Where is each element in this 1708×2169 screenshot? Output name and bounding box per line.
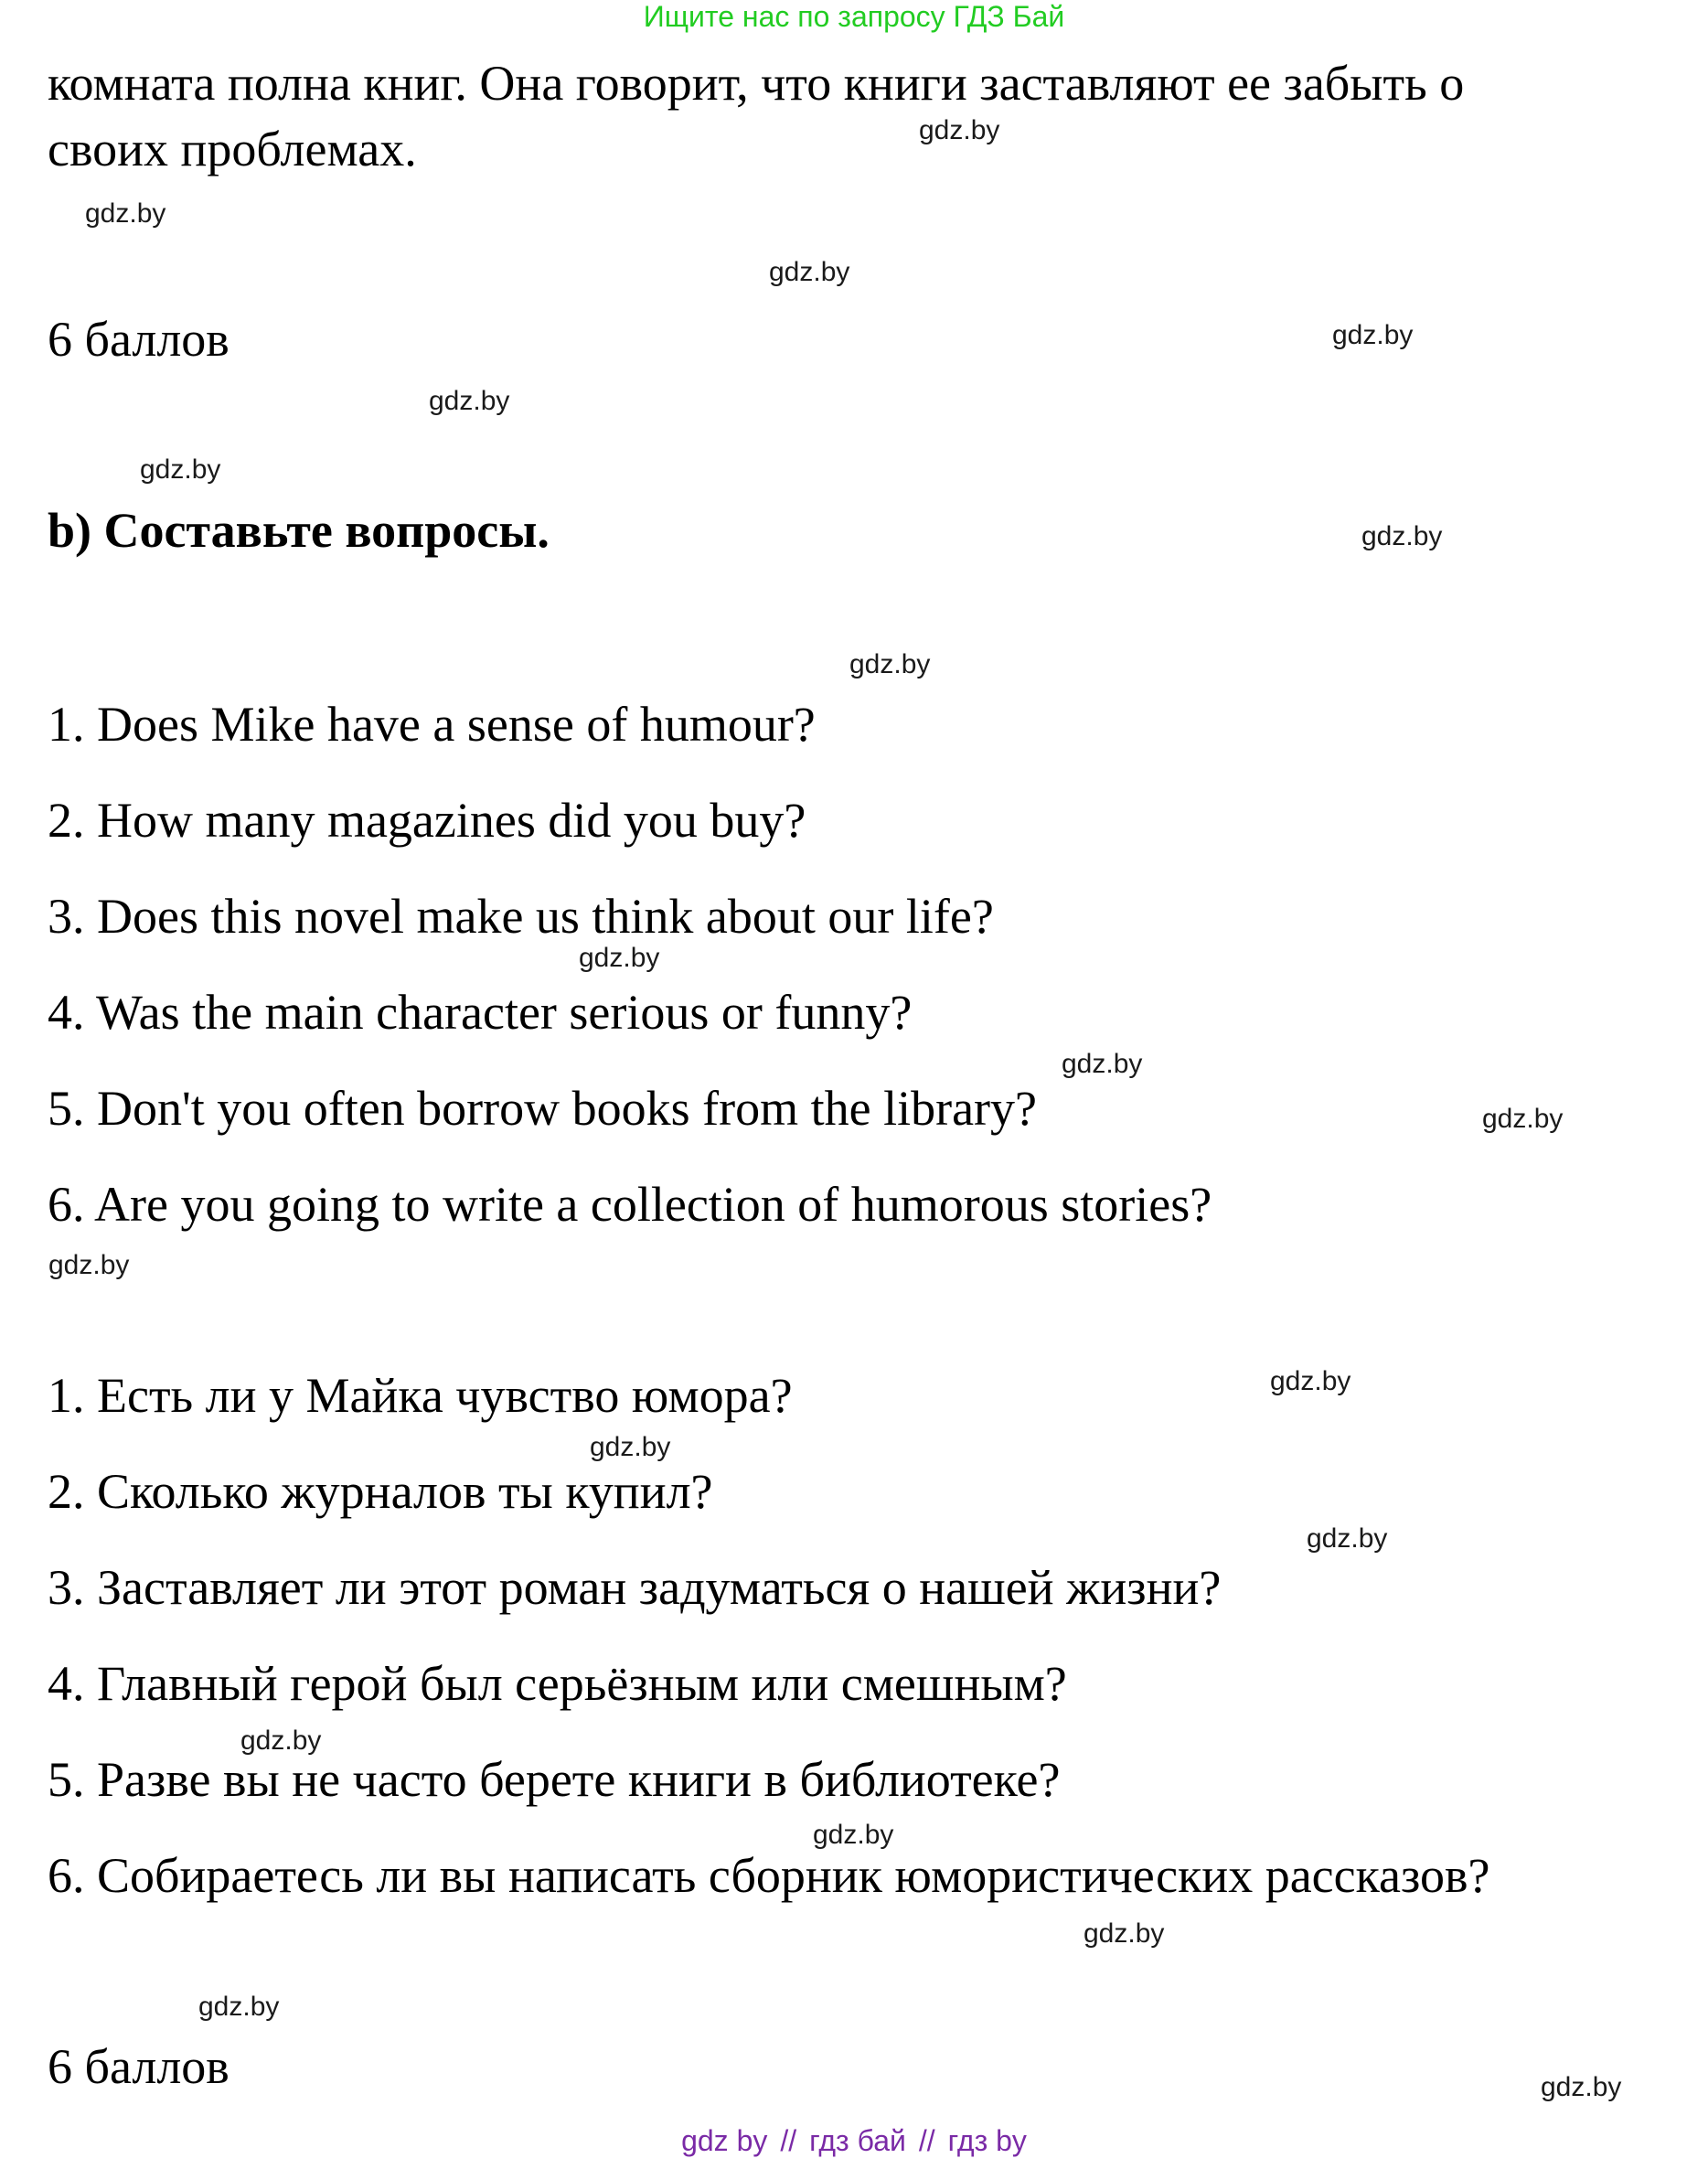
watermark: gdz.by bbox=[1084, 1918, 1165, 1949]
score-top: 6 баллов bbox=[48, 312, 230, 367]
watermark: gdz.by bbox=[769, 257, 850, 287]
watermark: gdz.by bbox=[1307, 1523, 1388, 1554]
intro-line-1: комната полна книг. Она говорит, что книги заставляют ее забыть о bbox=[48, 56, 1465, 111]
question-en: 5. Don't you often borrow books from the library? bbox=[48, 1081, 1038, 1136]
question-ru: 1. Есть ли у Майка чувство юмора? bbox=[48, 1368, 793, 1423]
question-en: 6. Are you going to write a collection of humorous stories? bbox=[48, 1177, 1212, 1232]
question-en: 4. Was the main character serious or funny? bbox=[48, 985, 913, 1040]
watermark: gdz.by bbox=[240, 1726, 322, 1756]
watermark: gdz.by bbox=[140, 454, 221, 485]
watermark: gdz.by bbox=[1062, 1049, 1143, 1079]
question-ru: 3. Заставляет ли этот роман задуматься о нашей жизни? bbox=[48, 1560, 1222, 1615]
footer-separator: // bbox=[780, 2124, 797, 2157]
question-ru: 2. Сколько журналов ты купил? bbox=[48, 1464, 713, 1519]
watermark: gdz.by bbox=[1270, 1366, 1351, 1396]
watermark: gdz.by bbox=[85, 198, 166, 229]
watermark: gdz.by bbox=[1482, 1104, 1564, 1134]
section-b-title: b) Составьте вопросы. bbox=[48, 503, 550, 558]
question-ru: 5. Разве вы не часто берете книги в библиотеке? bbox=[48, 1752, 1061, 1807]
question-ru: 4. Главный герой был серьёзным или смешным? bbox=[48, 1656, 1067, 1711]
watermark: gdz.by bbox=[48, 1250, 130, 1280]
footer-links bbox=[0, 2123, 1708, 2158]
watermark: gdz.by bbox=[590, 1432, 671, 1462]
intro-line-2: своих проблемах. bbox=[48, 122, 417, 176]
watermark: gdz.by bbox=[429, 386, 510, 416]
watermark: gdz.by bbox=[1332, 320, 1414, 350]
question-en: 2. How many magazines did you buy? bbox=[48, 793, 806, 848]
question-en: 3. Does this novel make us think about our life? bbox=[48, 889, 994, 944]
watermark: gdz.by bbox=[579, 943, 660, 973]
question-ru: 6. Собираетесь ли вы написать сборник юмористических рассказов? bbox=[48, 1848, 1490, 1903]
footer-link-gdz-bai[interactable]: гдз бай bbox=[809, 2124, 906, 2157]
watermark: gdz.by bbox=[1361, 521, 1443, 551]
footer-separator: // bbox=[918, 2124, 935, 2157]
watermark: gdz.by bbox=[849, 649, 931, 679]
question-en: 1. Does Mike have a sense of humour? bbox=[48, 697, 816, 752]
watermark: gdz.by bbox=[919, 115, 1000, 145]
footer-link-gdz-by-cyr[interactable]: гдз by bbox=[947, 2124, 1027, 2157]
footer-link-gdz-by[interactable]: gdz by bbox=[681, 2124, 768, 2157]
watermark: gdz.by bbox=[1541, 2072, 1622, 2102]
header-search-note: Ищите нас по запросу ГДЗ Бай bbox=[643, 0, 1065, 33]
watermark: gdz.by bbox=[198, 1992, 280, 2022]
score-bottom: 6 баллов bbox=[48, 2039, 230, 2094]
watermark: gdz.by bbox=[813, 1820, 894, 1850]
